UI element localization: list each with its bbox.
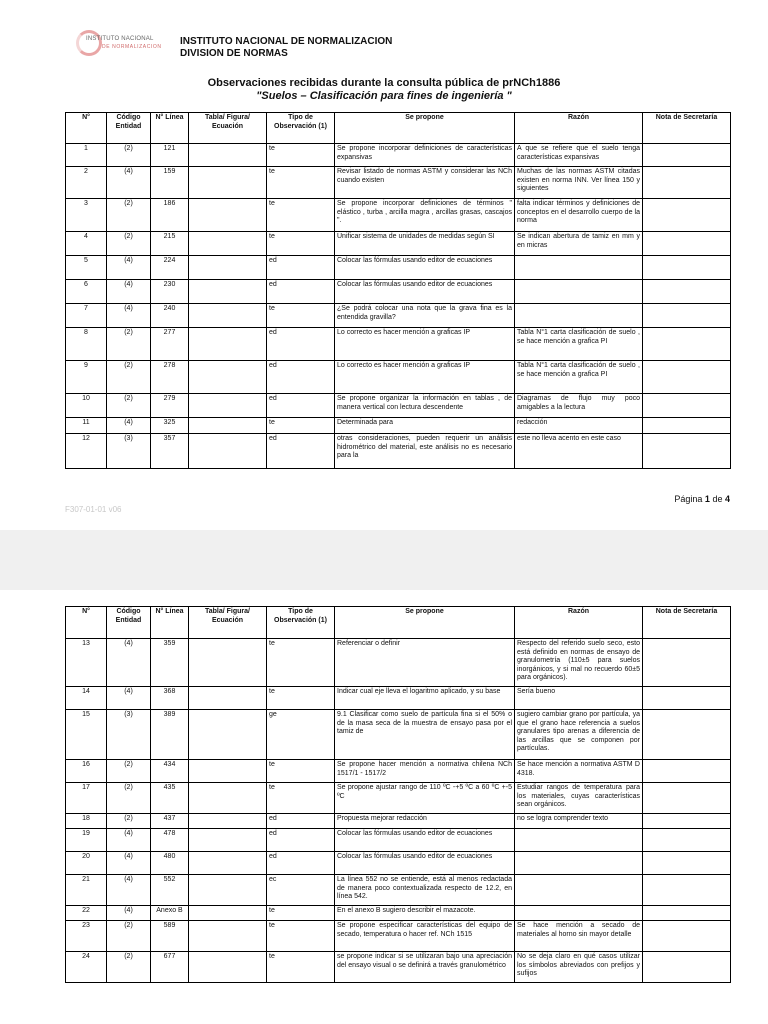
- col-header-numero: N°: [66, 607, 107, 639]
- organization-header: [180, 36, 392, 60]
- cell-propone: Se propone incorporar definiciones de características expansivas: [335, 144, 515, 167]
- cell-codigo: (2): [107, 232, 151, 256]
- table-row: [66, 760, 731, 783]
- cell-codigo: (2): [107, 328, 151, 361]
- logo-text-line1: INSTITUTO NACIONAL: [86, 36, 154, 42]
- cell-tipo: te: [267, 232, 335, 256]
- cell-tabla: [189, 783, 267, 814]
- page-current: 1: [704, 494, 710, 504]
- cell-numero: 24: [66, 952, 107, 983]
- cell-propone: Colocar las fórmulas usando editor de ecuaciones: [335, 256, 515, 280]
- cell-numero: 1: [66, 144, 107, 167]
- cell-tabla: [189, 875, 267, 906]
- cell-linea: 435: [151, 783, 189, 814]
- cell-linea: 230: [151, 280, 189, 304]
- cell-razon: Se hace mención a normativa ASTM D 4318.: [515, 760, 643, 783]
- cell-nota: [643, 710, 731, 760]
- cell-tabla: [189, 906, 267, 921]
- cell-nota: [643, 829, 731, 852]
- cell-tipo: ed: [267, 814, 335, 829]
- cell-linea: 278: [151, 361, 189, 394]
- cell-nota: [643, 394, 731, 418]
- cell-tipo: ed: [267, 280, 335, 304]
- cell-nota: [643, 906, 731, 921]
- cell-tabla: [189, 639, 267, 687]
- cell-propone: Indicar cual eje lleva el logaritmo aplicado, y su base: [335, 687, 515, 710]
- cell-propone: En el anexo B sugiero describir el mazacote.: [335, 906, 515, 921]
- cell-linea: 478: [151, 829, 189, 852]
- table-row: [66, 304, 731, 328]
- cell-nota: [643, 167, 731, 199]
- cell-numero: 6: [66, 280, 107, 304]
- cell-tabla: [189, 852, 267, 875]
- cell-razon: Respecto del referido suelo seco, esto está definido en normas de ensayo de granulometría (110±5 para suelos inorgánicos, y si mal no recuerdo 60±5 para orgánicos).: [515, 639, 643, 687]
- document-title: [0, 77, 768, 103]
- cell-tabla: [189, 256, 267, 280]
- table-row: [66, 829, 731, 852]
- page-total: 4: [724, 494, 730, 504]
- cell-tipo: te: [267, 304, 335, 328]
- cell-nota: [643, 639, 731, 687]
- cell-numero: 14: [66, 687, 107, 710]
- cell-tabla: [189, 829, 267, 852]
- cell-tipo: ge: [267, 710, 335, 760]
- cell-codigo: (4): [107, 304, 151, 328]
- cell-tipo: te: [267, 167, 335, 199]
- cell-tabla: [189, 710, 267, 760]
- cell-codigo: (4): [107, 687, 151, 710]
- cell-linea: 325: [151, 418, 189, 434]
- cell-numero: 7: [66, 304, 107, 328]
- cell-tipo: te: [267, 921, 335, 952]
- cell-codigo: (2): [107, 952, 151, 983]
- cell-tabla: [189, 280, 267, 304]
- col-header-propone: Se propone: [335, 113, 515, 144]
- cell-linea: 359: [151, 639, 189, 687]
- cell-tipo: ed: [267, 256, 335, 280]
- table-row: [66, 921, 731, 952]
- cell-codigo: (2): [107, 783, 151, 814]
- cell-codigo: (4): [107, 906, 151, 921]
- cell-linea: 368: [151, 687, 189, 710]
- cell-razon: no se logra comprender texto: [515, 814, 643, 829]
- table-row: [66, 906, 731, 921]
- cell-razon: [515, 875, 643, 906]
- cell-tipo: ed: [267, 829, 335, 852]
- col-header-tabla: Tabla/ Figura/ Ecuación: [189, 607, 267, 639]
- table-row: [66, 687, 731, 710]
- table-row: [66, 418, 731, 434]
- cell-codigo: (4): [107, 167, 151, 199]
- logo-swirl-icon: [76, 30, 102, 56]
- cell-linea: Anexo B: [151, 906, 189, 921]
- cell-razon: falta indicar términos y definiciones de conceptos en el desarrollo cuerpo de la norma: [515, 199, 643, 232]
- cell-codigo: (4): [107, 639, 151, 687]
- cell-tabla: [189, 167, 267, 199]
- cell-numero: 9: [66, 361, 107, 394]
- col-header-razon: Razón: [515, 113, 643, 144]
- cell-linea: 224: [151, 256, 189, 280]
- cell-codigo: (2): [107, 361, 151, 394]
- cell-linea: 389: [151, 710, 189, 760]
- cell-propone: Colocar las fórmulas usando editor de ecuaciones: [335, 852, 515, 875]
- cell-tabla: [189, 144, 267, 167]
- cell-tabla: [189, 304, 267, 328]
- cell-nota: [643, 687, 731, 710]
- cell-codigo: (4): [107, 418, 151, 434]
- cell-numero: 8: [66, 328, 107, 361]
- col-header-razon: Razón: [515, 607, 643, 639]
- observations-table-page2: [65, 606, 731, 983]
- cell-tipo: ed: [267, 361, 335, 394]
- cell-nota: [643, 875, 731, 906]
- cell-linea: 552: [151, 875, 189, 906]
- cell-linea: 240: [151, 304, 189, 328]
- cell-codigo: (2): [107, 921, 151, 952]
- table-row: [66, 875, 731, 906]
- cell-tipo: ed: [267, 434, 335, 469]
- cell-numero: 22: [66, 906, 107, 921]
- table-row: [66, 361, 731, 394]
- cell-razon: este no lleva acento en este caso: [515, 434, 643, 469]
- cell-numero: 15: [66, 710, 107, 760]
- cell-tipo: ec: [267, 875, 335, 906]
- table-row: [66, 710, 731, 760]
- table-row: [66, 199, 731, 232]
- cell-tipo: ed: [267, 852, 335, 875]
- cell-tabla: [189, 814, 267, 829]
- col-header-numero: N°: [66, 113, 107, 144]
- cell-numero: 23: [66, 921, 107, 952]
- cell-codigo: (2): [107, 144, 151, 167]
- cell-numero: 19: [66, 829, 107, 852]
- inn-logo: [72, 28, 177, 58]
- organization-name: INSTITUTO NACIONAL DE NORMALIZACION: [180, 36, 393, 47]
- cell-tabla: [189, 760, 267, 783]
- cell-nota: [643, 418, 731, 434]
- cell-razon: A que se refiere que el suelo tenga características expansivas: [515, 144, 643, 167]
- cell-codigo: (4): [107, 280, 151, 304]
- col-header-tipo: Tipo de Observación (1): [267, 113, 335, 144]
- cell-nota: [643, 232, 731, 256]
- cell-propone: 9.1 Clasificar como suelo de partícula fina si el 50% o de la masa seca de la muestra de ensayo pasa por el tamiz de: [335, 710, 515, 760]
- col-header-propone: Se propone: [335, 607, 515, 639]
- cell-razon: [515, 280, 643, 304]
- cell-propone: Referenciar o definir: [335, 639, 515, 687]
- table-row: [66, 394, 731, 418]
- cell-linea: 121: [151, 144, 189, 167]
- cell-codigo: (2): [107, 760, 151, 783]
- cell-linea: 437: [151, 814, 189, 829]
- col-header-linea: N° Línea: [151, 113, 189, 144]
- table-row: [66, 144, 731, 167]
- cell-numero: 4: [66, 232, 107, 256]
- table-header-row: [66, 607, 731, 639]
- cell-nota: [643, 921, 731, 952]
- cell-nota: [643, 328, 731, 361]
- cell-nota: [643, 256, 731, 280]
- cell-tabla: [189, 952, 267, 983]
- cell-numero: 10: [66, 394, 107, 418]
- cell-nota: [643, 852, 731, 875]
- cell-propone: Se propone incorporar definiciones de términos " elástico , turba , arcilla magra , arcillas grasas, cascajos ".: [335, 199, 515, 232]
- cell-propone: ¿Se podrá colocar una nota que la grava fina es la entendida gravilla?: [335, 304, 515, 328]
- cell-razon: redacción: [515, 418, 643, 434]
- page-of: de: [712, 494, 723, 504]
- cell-propone: Revisar listado de normas ASTM y considerar las NCh cuando existen: [335, 167, 515, 199]
- table-row: [66, 434, 731, 469]
- cell-razon: Muchas de las normas ASTM citadas existen en norma INN. Ver línea 150 y siguientes: [515, 167, 643, 199]
- col-header-nota: Nota de Secretaría: [643, 113, 731, 144]
- cell-razon: [515, 304, 643, 328]
- cell-linea: 159: [151, 167, 189, 199]
- cell-nota: [643, 304, 731, 328]
- document-page-2: [0, 590, 768, 1024]
- table-row: [66, 852, 731, 875]
- table-row: [66, 952, 731, 983]
- col-header-tabla: Tabla/ Figura/ Ecuación: [189, 113, 267, 144]
- title-line: Observaciones recibidas durante la consulta pública de prNCh1886: [207, 77, 561, 89]
- cell-razon: Tabla N°1 carta clasificación de suelo , se hace mención a grafica PI: [515, 328, 643, 361]
- cell-razon: No se deja claro en qué casos utilizar los símbolos abreviados con prefijos y sufijos: [515, 952, 643, 983]
- cell-tipo: ed: [267, 394, 335, 418]
- cell-tabla: [189, 687, 267, 710]
- form-code: F307-01-01 v06: [65, 505, 122, 514]
- page-label: Página: [674, 494, 703, 504]
- cell-numero: 20: [66, 852, 107, 875]
- cell-numero: 16: [66, 760, 107, 783]
- cell-tipo: te: [267, 199, 335, 232]
- cell-tabla: [189, 394, 267, 418]
- cell-numero: 5: [66, 256, 107, 280]
- cell-tabla: [189, 921, 267, 952]
- cell-razon: Sería bueno: [515, 687, 643, 710]
- cell-tabla: [189, 361, 267, 394]
- cell-nota: [643, 434, 731, 469]
- cell-tabla: [189, 434, 267, 469]
- cell-codigo: (2): [107, 394, 151, 418]
- cell-numero: 3: [66, 199, 107, 232]
- cell-propone: Se propone ajustar rango de 110 ºC -+5 ºC a 60 ºC +-5 ºC: [335, 783, 515, 814]
- cell-numero: 13: [66, 639, 107, 687]
- cell-propone: Se propone hacer mención a normativa chilena NCh 1517/1 - 1517/2: [335, 760, 515, 783]
- cell-tipo: te: [267, 418, 335, 434]
- col-header-codigo: Código Entidad: [107, 113, 151, 144]
- cell-linea: 357: [151, 434, 189, 469]
- col-header-nota: Nota de Secretaría: [643, 607, 731, 639]
- cell-propone: Se propone organizar la información en tablas , de manera vertical con lectura descendente: [335, 394, 515, 418]
- cell-propone: Lo correcto es hacer mención a graficas IP: [335, 328, 515, 361]
- cell-codigo: (3): [107, 710, 151, 760]
- col-header-linea: N° Línea: [151, 607, 189, 639]
- cell-tabla: [189, 328, 267, 361]
- table-row: [66, 328, 731, 361]
- cell-nota: [643, 952, 731, 983]
- cell-tipo: te: [267, 760, 335, 783]
- logo-text-line2: DE NORMALIZACION: [102, 44, 162, 50]
- cell-propone: Determinada para: [335, 418, 515, 434]
- col-header-codigo: Código Entidad: [107, 607, 151, 639]
- cell-codigo: (3): [107, 434, 151, 469]
- cell-razon: Se indican abertura de tamiz en mm y en micras: [515, 232, 643, 256]
- cell-tabla: [189, 199, 267, 232]
- cell-tabla: [189, 232, 267, 256]
- cell-razon: [515, 256, 643, 280]
- cell-tipo: te: [267, 952, 335, 983]
- table-row: [66, 814, 731, 829]
- cell-codigo: (4): [107, 852, 151, 875]
- cell-nota: [643, 783, 731, 814]
- cell-tabla: [189, 418, 267, 434]
- cell-nota: [643, 280, 731, 304]
- cell-linea: 215: [151, 232, 189, 256]
- cell-propone: La línea 552 no se entiende, está al menos redactada de manera poco contextualizada respecto de 12.2, en línea 542.: [335, 875, 515, 906]
- cell-propone: Propuesta mejorar redacción: [335, 814, 515, 829]
- cell-codigo: (2): [107, 814, 151, 829]
- division-name: DIVISION DE NORMAS: [180, 48, 288, 59]
- cell-propone: otras consideraciones, pueden requerir un análisis hidrométrico del material, este análisis no es necesario para la: [335, 434, 515, 469]
- table-row: [66, 167, 731, 199]
- table-row: [66, 783, 731, 814]
- cell-tipo: te: [267, 783, 335, 814]
- cell-numero: 11: [66, 418, 107, 434]
- cell-razon: [515, 829, 643, 852]
- page-number: [674, 494, 730, 504]
- table-row: [66, 256, 731, 280]
- cell-propone: Colocar las fórmulas usando editor de ecuaciones: [335, 280, 515, 304]
- cell-linea: 434: [151, 760, 189, 783]
- observations-table-page1: [65, 112, 731, 469]
- cell-propone: se propone indicar si se utilizaran bajo una apreciación del ensayo visual o se definirá a través granulométrico: [335, 952, 515, 983]
- cell-nota: [643, 361, 731, 394]
- cell-linea: 186: [151, 199, 189, 232]
- cell-propone: Se propone especificar características del equipo de secado, temperatura o hacer ref. NCh 1515: [335, 921, 515, 952]
- cell-tipo: te: [267, 687, 335, 710]
- subtitle-line: "Suelos – Clasificación para fines de ingeniería ": [256, 90, 512, 102]
- cell-numero: 12: [66, 434, 107, 469]
- cell-numero: 2: [66, 167, 107, 199]
- table-row: [66, 232, 731, 256]
- cell-propone: Colocar las fórmulas usando editor de ecuaciones: [335, 829, 515, 852]
- table-row: [66, 280, 731, 304]
- cell-razon: Tabla N°1 carta clasificación de suelo , se hace mención a grafica PI: [515, 361, 643, 394]
- cell-nota: [643, 760, 731, 783]
- cell-linea: 677: [151, 952, 189, 983]
- cell-linea: 589: [151, 921, 189, 952]
- cell-codigo: (2): [107, 199, 151, 232]
- cell-propone: Lo correcto es hacer mención a graficas IP: [335, 361, 515, 394]
- cell-codigo: (4): [107, 829, 151, 852]
- cell-tipo: te: [267, 906, 335, 921]
- cell-nota: [643, 814, 731, 829]
- cell-razon: Estudiar rangos de temperatura para los materiales, cuyas características sean orgánicos.: [515, 783, 643, 814]
- cell-tipo: ed: [267, 328, 335, 361]
- cell-razon: [515, 906, 643, 921]
- cell-tipo: te: [267, 144, 335, 167]
- cell-linea: 480: [151, 852, 189, 875]
- col-header-tipo: Tipo de Observación (1): [267, 607, 335, 639]
- cell-codigo: (4): [107, 256, 151, 280]
- cell-nota: [643, 199, 731, 232]
- cell-razon: Se hace mención a secado de materiales al horno sin mayor detalle: [515, 921, 643, 952]
- cell-linea: 279: [151, 394, 189, 418]
- cell-linea: 277: [151, 328, 189, 361]
- cell-numero: 21: [66, 875, 107, 906]
- cell-numero: 17: [66, 783, 107, 814]
- table-header-row: [66, 113, 731, 144]
- cell-numero: 18: [66, 814, 107, 829]
- cell-codigo: (4): [107, 875, 151, 906]
- cell-nota: [643, 144, 731, 167]
- cell-razon: Diagramas de flujo muy poco amigables a la lectura: [515, 394, 643, 418]
- cell-razon: sugiero cambiar grano por partícula, ya que el grano hace referencia a suelos granulares tipo arenas a diferencia de las arcillas que se componen por partículas.: [515, 710, 643, 760]
- table-row: [66, 639, 731, 687]
- cell-razon: [515, 852, 643, 875]
- cell-tipo: te: [267, 639, 335, 687]
- cell-propone: Unificar sistema de unidades de medidas según SI: [335, 232, 515, 256]
